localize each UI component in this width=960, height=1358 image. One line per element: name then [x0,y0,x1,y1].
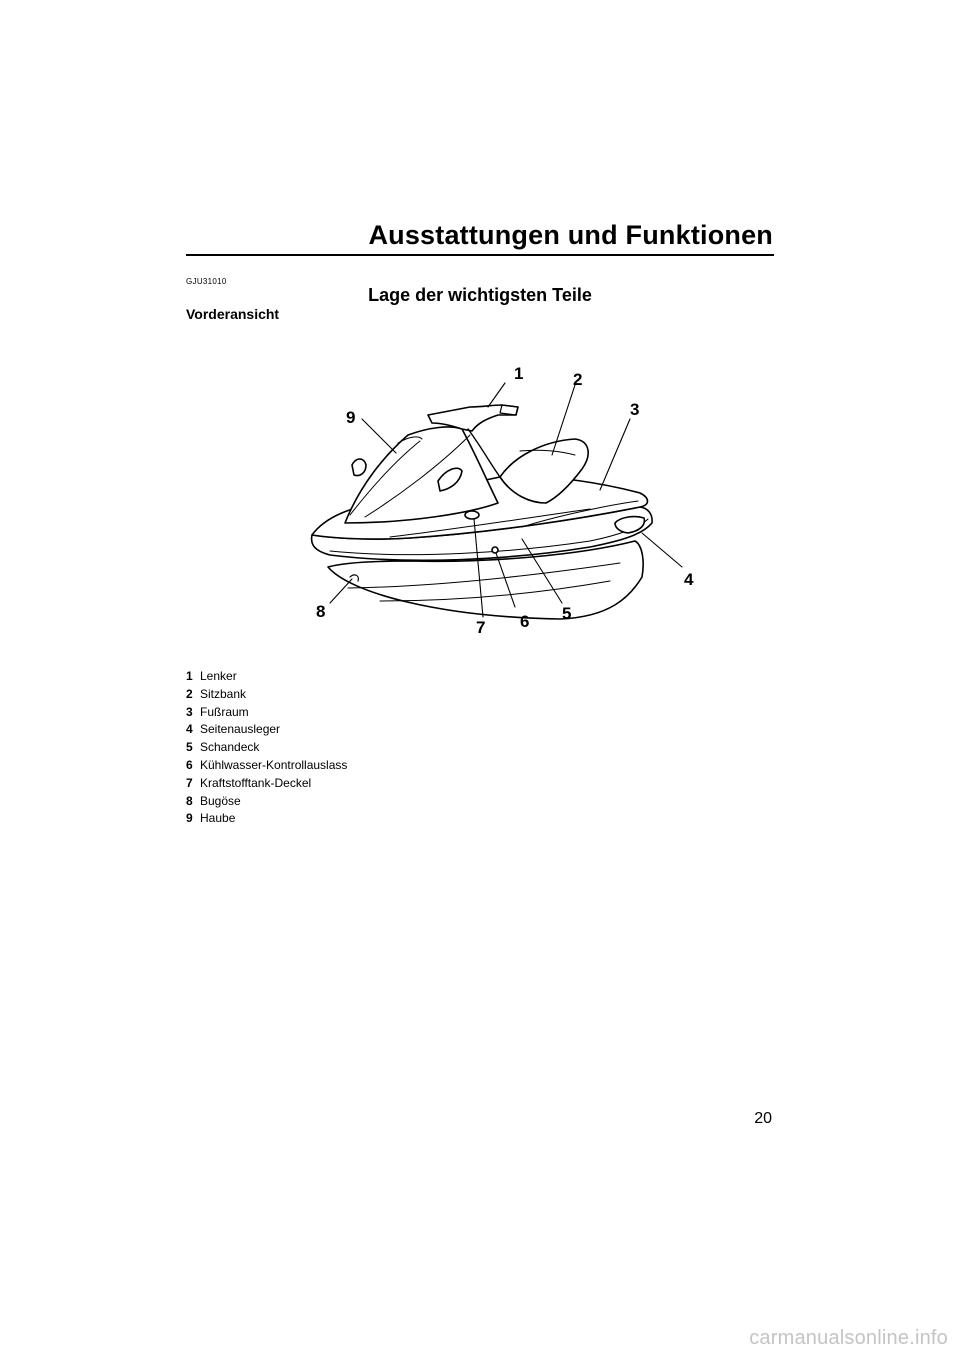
callout-2: 2 [573,370,583,389]
page-number: 20 [754,1110,772,1127]
legend-label: Haube [200,811,236,826]
legend-item [186,739,347,757]
legend-item [186,810,347,828]
callout-4: 4 [684,570,694,589]
legend-item [186,704,347,722]
section-title: Lage der wichtigsten Teile [368,285,592,305]
legend-number: 7 [186,775,193,790]
legend-number: 2 [186,686,193,701]
watermark: carmanualsonline.info [749,1327,948,1349]
legend-label: Seitenausleger [200,722,281,737]
legend-item [186,721,347,739]
legend-item [186,686,347,704]
callout-6: 6 [520,612,530,631]
callout-5: 5 [562,604,572,623]
document-code: GJU31010 [186,277,227,286]
legend-label: Kraftstofftank-Deckel [200,775,312,790]
hood [345,427,498,523]
legend-label: Bugöse [200,793,241,808]
legend-number: 5 [186,740,193,755]
header-title: Ausstattungen und Funktionen [368,220,773,250]
legend-item [186,757,347,775]
mirror [352,459,366,476]
callout-9: 9 [346,408,356,427]
legend-item [186,775,347,793]
watercraft-front-view-figure [290,355,710,645]
legend-item [186,668,347,686]
legend-number: 6 [186,757,193,772]
legend-number: 9 [186,811,193,826]
callout-7: 7 [476,618,486,637]
legend-label: Lenker [200,669,237,683]
subheading-front-view: Vorderansicht [186,306,280,322]
legend-label: Fußraum [200,704,249,719]
legend-label: Schandeck [200,740,260,755]
callout-8: 8 [316,602,326,621]
legend-label: Sitzbank [200,686,247,701]
legend-label: Kühlwasser-Kontrollauslass [200,757,348,772]
legend-number: 3 [186,704,193,719]
parts-legend [186,668,347,828]
legend-number: 8 [186,793,193,808]
callout-3: 3 [630,400,640,419]
fuel-cap [465,511,479,519]
legend-number: 1 [186,669,193,683]
callout-1: 1 [514,364,524,383]
legend-item [186,793,347,811]
header-rule [186,254,774,256]
legend-number: 4 [186,722,193,737]
cooling-outlet [492,547,498,553]
